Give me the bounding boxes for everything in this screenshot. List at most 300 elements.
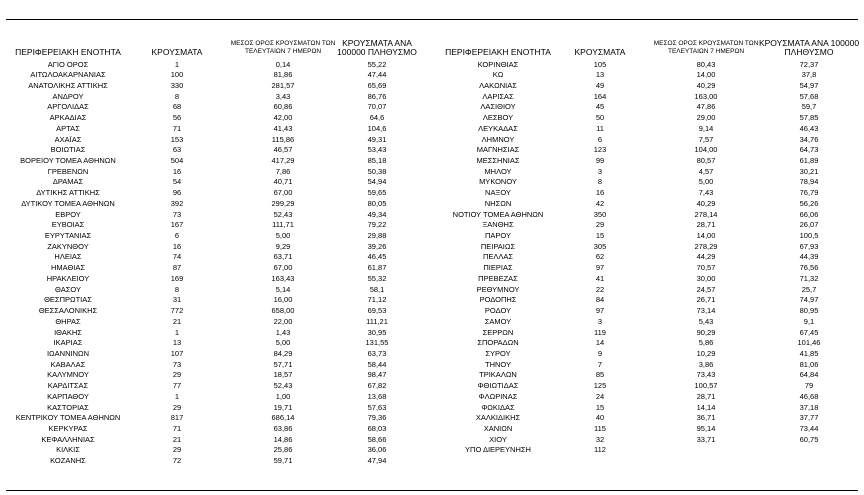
avg7-cell: 658,00 bbox=[271, 306, 295, 316]
region-cell: ΚΑΡΔΙΤΣΑΣ bbox=[47, 381, 89, 391]
region-cell: ΑΓΙΟ ΟΡΟΣ bbox=[47, 59, 89, 69]
region-cell: ΚΟΡΙΝΘΙΑΣ bbox=[477, 59, 519, 69]
avg7-cell: 14,14 bbox=[696, 402, 716, 412]
cases-cell: 100 bbox=[170, 70, 184, 80]
region-cell: ΑΡΤΑΣ bbox=[56, 123, 80, 133]
table-row-right bbox=[0, 370, 864, 381]
per100k-cell: 131,55 bbox=[365, 338, 389, 348]
cases-cell: 330 bbox=[170, 80, 184, 90]
table-row-right bbox=[0, 167, 864, 178]
region-cell: ΚΕΝΤΡΙΚΟΥ ΤΟΜΕΑ ΑΘΗΝΩΝ bbox=[15, 413, 121, 423]
cases-cell: 97 bbox=[595, 306, 605, 316]
per100k-cell: 66,06 bbox=[799, 209, 819, 219]
avg7-cell: 42,00 bbox=[273, 113, 293, 123]
per100k-cell: 30,21 bbox=[799, 166, 819, 176]
avg7-cell: 100,57 bbox=[694, 381, 718, 391]
cases-cell: 68 bbox=[172, 102, 182, 112]
table-row-right bbox=[0, 403, 864, 414]
table-row-right bbox=[0, 188, 864, 199]
cases-cell: 1 bbox=[174, 391, 180, 401]
cases-cell: 50 bbox=[595, 113, 605, 123]
avg7-cell: 84,29 bbox=[273, 348, 293, 358]
cases-cell: 169 bbox=[170, 273, 184, 283]
avg7-cell: 73,43 bbox=[696, 370, 716, 380]
cases-cell: 8 bbox=[174, 91, 180, 101]
table-row-right bbox=[0, 231, 864, 242]
avg7-cell: 299,29 bbox=[271, 198, 295, 208]
cases-cell: 14 bbox=[595, 338, 605, 348]
avg7-cell: 81,86 bbox=[273, 70, 293, 80]
cases-cell: 40 bbox=[595, 413, 605, 423]
cases-cell: 123 bbox=[593, 145, 607, 155]
table-row-right bbox=[0, 92, 864, 103]
per100k-cell: 58,66 bbox=[367, 434, 387, 444]
table-row-right bbox=[0, 199, 864, 210]
cases-cell: 16 bbox=[172, 166, 182, 176]
per100k-cell: 58,1 bbox=[369, 284, 385, 294]
cases-cell: 87 bbox=[172, 263, 182, 273]
cases-cell: 15 bbox=[595, 402, 605, 412]
region-cell: ΛΗΜΝΟΥ bbox=[481, 134, 515, 144]
per100k-cell: 86,76 bbox=[367, 91, 387, 101]
cases-cell: 3 bbox=[597, 316, 603, 326]
region-cell: ΡΟΔΟΠΗΣ bbox=[479, 295, 517, 305]
avg7-cell: 1,43 bbox=[275, 327, 291, 337]
per100k-cell: 59,7 bbox=[801, 102, 817, 112]
region-cell: ΠΙΕΡΙΑΣ bbox=[483, 263, 513, 273]
avg7-cell: 9,29 bbox=[275, 241, 291, 251]
avg7-cell: 28,71 bbox=[696, 220, 716, 230]
avg7-cell: 9,14 bbox=[698, 123, 714, 133]
avg7-cell: 47,86 bbox=[696, 102, 716, 112]
region-cell: ΚΙΛΚΙΣ bbox=[56, 445, 80, 455]
avg7-cell: 59,71 bbox=[273, 456, 293, 466]
table-row-right bbox=[0, 220, 864, 231]
table-row-right bbox=[0, 60, 864, 71]
header-region-left: ΠΕΡΙΦΕΡΕΙΑΚΗ ΕΝΟΤΗΤΑ bbox=[15, 47, 121, 57]
table-row-right bbox=[0, 177, 864, 188]
table-row-right bbox=[0, 263, 864, 274]
avg7-cell: 25,86 bbox=[273, 445, 293, 455]
cases-cell: 56 bbox=[172, 113, 182, 123]
per100k-cell: 26,07 bbox=[799, 220, 819, 230]
avg7-cell: 44,29 bbox=[696, 252, 716, 262]
avg7-cell: 80,57 bbox=[696, 155, 716, 165]
cases-cell: 9 bbox=[597, 348, 603, 358]
avg7-cell: 163,00 bbox=[694, 91, 718, 101]
header-per100k-right: ΚΡΟΥΣΜΑΤΑ ΑΝΑ 100000 ΠΛΗΘΥΣΜΟ bbox=[758, 38, 860, 57]
cases-cell: 29 bbox=[172, 370, 182, 380]
cases-cell: 13 bbox=[172, 338, 182, 348]
avg7-cell: 14,86 bbox=[273, 434, 293, 444]
per100k-cell: 71,32 bbox=[799, 273, 819, 283]
region-cell: ΚΑΒΑΛΑΣ bbox=[50, 359, 86, 369]
region-cell: ΧΙΟΥ bbox=[489, 434, 507, 444]
per100k-cell: 98,47 bbox=[367, 370, 387, 380]
cases-cell: 1 bbox=[174, 59, 180, 69]
region-cell: ΣΥΡΟΥ bbox=[485, 348, 511, 358]
per100k-cell: 64,73 bbox=[799, 145, 819, 155]
cases-cell: 85 bbox=[595, 370, 605, 380]
cases-cell: 49 bbox=[595, 80, 605, 90]
cases-cell: 74 bbox=[172, 252, 182, 262]
per100k-cell: 67,45 bbox=[799, 327, 819, 337]
cases-cell: 29 bbox=[172, 445, 182, 455]
table-row-right bbox=[0, 306, 864, 317]
per100k-cell: 37,77 bbox=[799, 413, 819, 423]
per100k-cell: 68,03 bbox=[367, 423, 387, 433]
region-cell: ΥΠΟ ΔΙΕΡΕΥΝΗΣΗ bbox=[465, 445, 531, 455]
header-avg7-right: ΜΕΣΟΣ ΟΡΟΣ ΚΡΟΥΣΜΑΤΩΝ ΤΩΝ ΤΕΛΕΥΤΑΙΩΝ 7 ΗΜΕΡΩΝ bbox=[653, 40, 759, 55]
per100k-cell: 46,43 bbox=[799, 123, 819, 133]
cases-cell: 24 bbox=[595, 391, 605, 401]
cases-cell: 7 bbox=[597, 359, 603, 369]
header-cases-left: ΚΡΟΥΣΜΑΤΑ bbox=[151, 47, 203, 57]
table-row-right bbox=[0, 360, 864, 371]
avg7-cell: 3,43 bbox=[275, 91, 291, 101]
region-cell: ΛΕΣΒΟΥ bbox=[482, 113, 514, 123]
avg7-cell: 28,71 bbox=[696, 391, 716, 401]
cases-cell: 305 bbox=[593, 241, 607, 251]
avg7-cell: 7,86 bbox=[275, 166, 291, 176]
cases-cell: 73 bbox=[172, 359, 182, 369]
table-row-right bbox=[0, 424, 864, 435]
region-cell: ΒΟΙΩΤΙΑΣ bbox=[50, 145, 86, 155]
per100k-cell: 101,46 bbox=[797, 338, 821, 348]
avg7-cell: 5,00 bbox=[698, 177, 714, 187]
avg7-cell: 5,43 bbox=[698, 316, 714, 326]
per100k-cell: 79 bbox=[804, 381, 814, 391]
cases-cell: 21 bbox=[172, 434, 182, 444]
avg7-cell: 36,71 bbox=[696, 413, 716, 423]
cases-cell: 22 bbox=[595, 284, 605, 294]
table-row-right bbox=[0, 338, 864, 349]
region-cell: ΓΡΕΒΕΝΩΝ bbox=[47, 166, 89, 176]
avg7-cell: 52,43 bbox=[273, 209, 293, 219]
per100k-cell: 37,18 bbox=[799, 402, 819, 412]
region-cell: ΗΛΕΙΑΣ bbox=[54, 252, 82, 262]
table-row-right bbox=[0, 317, 864, 328]
region-cell: ΛΑΣΙΘΙΟΥ bbox=[480, 102, 516, 112]
avg7-cell: 30,00 bbox=[696, 273, 716, 283]
region-cell: ΦΩΚΙΔΑΣ bbox=[481, 402, 515, 412]
table-row-right bbox=[0, 328, 864, 339]
region-cell: ΙΩΑΝΝΙΝΩΝ bbox=[46, 348, 90, 358]
per100k-cell: 63,73 bbox=[367, 348, 387, 358]
avg7-cell: 1,00 bbox=[275, 391, 291, 401]
avg7-cell: 18,57 bbox=[273, 370, 293, 380]
per100k-cell: 56,26 bbox=[799, 198, 819, 208]
avg7-cell: 4,57 bbox=[698, 166, 714, 176]
cases-cell: 62 bbox=[595, 252, 605, 262]
header-region-right: ΠΕΡΙΦΕΡΕΙΑΚΗ ΕΝΟΤΗΤΑ bbox=[445, 47, 551, 57]
region-cell: ΘΕΣΣΑΛΟΝΙΚΗΣ bbox=[38, 306, 98, 316]
per100k-cell: 74,97 bbox=[799, 295, 819, 305]
cases-cell: 42 bbox=[595, 198, 605, 208]
per100k-cell: 55,32 bbox=[367, 273, 387, 283]
per100k-cell: 58,44 bbox=[367, 359, 387, 369]
per100k-cell: 9,1 bbox=[803, 316, 815, 326]
region-cell: ΜΥΚΟΝΟΥ bbox=[479, 177, 517, 187]
avg7-cell: 90,29 bbox=[696, 327, 716, 337]
avg7-cell: 104,00 bbox=[694, 145, 718, 155]
avg7-cell: 95,14 bbox=[696, 423, 716, 433]
region-cell: ΤΗΝΟΥ bbox=[484, 359, 511, 369]
per100k-cell: 65,69 bbox=[367, 80, 387, 90]
avg7-cell: 63,86 bbox=[273, 423, 293, 433]
cases-cell: 772 bbox=[170, 306, 184, 316]
cases-cell: 153 bbox=[170, 134, 184, 144]
region-cell: ΗΡΑΚΛΕΙΟΥ bbox=[46, 273, 90, 283]
avg7-cell: 33,71 bbox=[696, 434, 716, 444]
region-cell: ΜΗΛΟΥ bbox=[484, 166, 512, 176]
per100k-cell: 67,93 bbox=[799, 241, 819, 251]
cases-cell: 29 bbox=[595, 220, 605, 230]
table-row-right bbox=[0, 349, 864, 360]
avg7-cell: 115,86 bbox=[271, 134, 295, 144]
avg7-cell: 67,00 bbox=[273, 263, 293, 273]
avg7-cell: 7,43 bbox=[698, 188, 714, 198]
region-cell: ΡΕΘΥΜΝΟΥ bbox=[476, 284, 520, 294]
region-cell: ΣΠΟΡΑΔΩΝ bbox=[477, 338, 519, 348]
avg7-cell: 7,57 bbox=[698, 134, 714, 144]
cases-cell: 71 bbox=[172, 423, 182, 433]
cases-cell: 105 bbox=[593, 59, 607, 69]
cases-cell: 71 bbox=[172, 123, 182, 133]
per100k-cell: 73,44 bbox=[799, 423, 819, 433]
per100k-cell: 37,8 bbox=[801, 70, 817, 80]
cases-cell: 54 bbox=[172, 177, 182, 187]
avg7-cell: 5,86 bbox=[698, 338, 714, 348]
table-row-right bbox=[0, 145, 864, 156]
per100k-cell: 25,7 bbox=[801, 284, 817, 294]
avg7-cell: 278,29 bbox=[694, 241, 718, 251]
avg7-cell: 163,43 bbox=[271, 273, 295, 283]
per100k-cell: 34,76 bbox=[799, 134, 819, 144]
avg7-cell: 57,71 bbox=[273, 359, 293, 369]
per100k-cell: 39,26 bbox=[367, 241, 387, 251]
cases-cell: 6 bbox=[174, 231, 180, 241]
cases-cell: 6 bbox=[597, 134, 603, 144]
avg7-cell: 40,29 bbox=[696, 198, 716, 208]
table-row-right bbox=[0, 210, 864, 221]
region-cell: ΗΜΑΘΙΑΣ bbox=[50, 263, 86, 273]
region-cell: ΔΡΑΜΑΣ bbox=[52, 177, 84, 187]
per100k-cell: 76,56 bbox=[799, 263, 819, 273]
cases-cell: 8 bbox=[174, 284, 180, 294]
region-cell: ΜΑΓΝΗΣΙΑΣ bbox=[476, 145, 520, 155]
cases-cell: 392 bbox=[170, 198, 184, 208]
per100k-cell: 49,31 bbox=[367, 134, 387, 144]
region-cell: ΧΑΝΙΩΝ bbox=[483, 423, 513, 433]
cases-cell: 21 bbox=[172, 316, 182, 326]
cases-cell: 16 bbox=[595, 188, 605, 198]
cases-cell: 63 bbox=[172, 145, 182, 155]
region-cell: ΚΑΡΠΑΘΟΥ bbox=[47, 391, 89, 401]
table-row-right bbox=[0, 252, 864, 263]
region-cell: ΑΙΤΩΛΟΑΚΑΡΝΑΝΙΑΣ bbox=[30, 70, 106, 80]
table-row-right bbox=[0, 242, 864, 253]
region-cell: ΚΑΛΥΜΝΟΥ bbox=[47, 370, 89, 380]
per100k-cell: 69,53 bbox=[367, 306, 387, 316]
region-cell: ΚΟΖΑΝΗΣ bbox=[50, 456, 86, 466]
bottom-rule bbox=[6, 490, 858, 491]
region-cell: ΚΕΦΑΛΛΗΝΙΑΣ bbox=[41, 434, 95, 444]
cases-cell: 13 bbox=[595, 70, 605, 80]
per100k-cell: 44,39 bbox=[799, 252, 819, 262]
avg7-cell: 111,71 bbox=[272, 220, 294, 230]
table-row-right bbox=[0, 81, 864, 92]
region-cell: ΛΕΥΚΑΔΑΣ bbox=[478, 123, 518, 133]
region-cell: ΝΗΣΩΝ bbox=[484, 198, 512, 208]
avg7-cell: 24,57 bbox=[696, 284, 716, 294]
avg7-cell: 3,86 bbox=[698, 359, 714, 369]
avg7-cell: 80,43 bbox=[696, 59, 716, 69]
region-cell: ΝΑΞΟΥ bbox=[485, 188, 511, 198]
cases-cell: 73 bbox=[172, 209, 182, 219]
cases-cell: 1 bbox=[174, 327, 180, 337]
avg7-cell: 278,14 bbox=[694, 209, 718, 219]
region-cell: ΑΧΑΪΑΣ bbox=[54, 134, 82, 144]
avg7-cell: 14,00 bbox=[696, 70, 716, 80]
cases-cell: 15 bbox=[595, 231, 605, 241]
region-cell: ΡΟΔΟΥ bbox=[484, 306, 512, 316]
top-rule bbox=[6, 19, 858, 20]
cases-cell: 817 bbox=[170, 413, 184, 423]
avg7-cell: 60,86 bbox=[273, 102, 293, 112]
avg7-cell: 73,14 bbox=[696, 306, 716, 316]
per100k-cell: 46,68 bbox=[799, 391, 819, 401]
table-row-right bbox=[0, 392, 864, 403]
cases-cell: 3 bbox=[597, 166, 603, 176]
per100k-cell: 76,79 bbox=[799, 188, 819, 198]
avg7-cell: 40,71 bbox=[273, 177, 293, 187]
per100k-cell: 57,85 bbox=[799, 113, 819, 123]
avg7-cell: 26,71 bbox=[696, 295, 716, 305]
per100k-cell: 64,6 bbox=[369, 113, 385, 123]
cases-cell: 96 bbox=[172, 188, 182, 198]
table-row-right bbox=[0, 156, 864, 167]
per100k-cell: 81,06 bbox=[799, 359, 819, 369]
per100k-cell: 104,6 bbox=[367, 123, 387, 133]
per100k-cell: 61,87 bbox=[367, 263, 387, 273]
avg7-cell: 52,43 bbox=[273, 381, 293, 391]
table-row-right bbox=[0, 413, 864, 424]
per100k-cell: 55,22 bbox=[367, 59, 387, 69]
region-cell: ΘΕΣΠΡΩΤΙΑΣ bbox=[44, 295, 92, 305]
table-row-right bbox=[0, 113, 864, 124]
cases-cell: 29 bbox=[172, 402, 182, 412]
per100k-cell: 30,95 bbox=[367, 327, 387, 337]
per100k-cell: 61,89 bbox=[799, 155, 819, 165]
avg7-cell: 29,00 bbox=[696, 113, 716, 123]
per100k-cell: 57,68 bbox=[799, 91, 819, 101]
per100k-cell: 80,95 bbox=[799, 306, 819, 316]
per100k-cell: 60,75 bbox=[799, 434, 819, 444]
per100k-cell: 100,5 bbox=[799, 231, 819, 241]
region-cell: ΛΑΡΙΣΑΣ bbox=[482, 91, 514, 101]
cases-cell: 41 bbox=[595, 273, 605, 283]
cases-cell: 77 bbox=[172, 381, 182, 391]
avg7-cell: 417,29 bbox=[271, 155, 295, 165]
region-cell: ΙΚΑΡΙΑΣ bbox=[53, 338, 83, 348]
cases-cell: 11 bbox=[596, 123, 604, 133]
per100k-cell: 29,88 bbox=[367, 231, 387, 241]
avg7-cell: 41,43 bbox=[273, 123, 293, 133]
per100k-cell: 111,21 bbox=[366, 316, 388, 326]
per100k-cell: 36,06 bbox=[367, 445, 387, 455]
per100k-cell: 49,34 bbox=[367, 209, 387, 219]
avg7-cell: 5,14 bbox=[275, 284, 291, 294]
avg7-cell: 19,71 bbox=[273, 402, 293, 412]
per100k-cell: 57,63 bbox=[367, 402, 387, 412]
table-row-right bbox=[0, 435, 864, 446]
cases-cell: 115 bbox=[594, 423, 606, 433]
per100k-cell: 13,68 bbox=[367, 391, 387, 401]
region-cell: ΔΥΤΙΚΗΣ ΑΤΤΙΚΗΣ bbox=[36, 188, 100, 198]
region-cell: ΠΕΛΛΑΣ bbox=[482, 252, 514, 262]
region-cell: ΔΥΤΙΚΟΥ ΤΟΜΕΑ ΑΘΗΝΩΝ bbox=[21, 198, 115, 208]
region-cell: ΚΕΡΚΥΡΑΣ bbox=[48, 423, 88, 433]
cases-cell: 72 bbox=[172, 456, 182, 466]
region-cell: ΠΕΙΡΑΙΩΣ bbox=[480, 241, 516, 251]
region-cell: ΙΘΑΚΗΣ bbox=[54, 327, 82, 337]
cases-cell: 167 bbox=[170, 220, 184, 230]
per100k-cell: 78,94 bbox=[799, 177, 819, 187]
avg7-cell: 686,14 bbox=[271, 413, 295, 423]
region-cell: ΠΑΡΟΥ bbox=[484, 231, 511, 241]
avg7-cell: 40,29 bbox=[696, 80, 716, 90]
per100k-cell: 70,07 bbox=[367, 102, 387, 112]
avg7-cell: 70,57 bbox=[696, 263, 716, 273]
table-row-right bbox=[0, 135, 864, 146]
avg7-cell: 10,29 bbox=[696, 348, 716, 358]
cases-cell: 32 bbox=[595, 434, 605, 444]
per100k-cell: 79,22 bbox=[367, 220, 387, 230]
per100k-cell: 47,94 bbox=[367, 456, 387, 466]
cases-cell: 31 bbox=[172, 295, 182, 305]
per100k-cell: 54,94 bbox=[367, 177, 387, 187]
header-cases-right: ΚΡΟΥΣΜΑΤΑ bbox=[574, 47, 626, 57]
region-cell: ΕΒΡΟΥ bbox=[55, 209, 81, 219]
region-cell: ΖΑΚΥΝΘΟΥ bbox=[47, 241, 89, 251]
cases-cell: 119 bbox=[594, 327, 606, 337]
region-cell: ΜΕΣΣΗΝΙΑΣ bbox=[476, 155, 520, 165]
cases-cell: 99 bbox=[595, 155, 605, 165]
cases-cell: 112 bbox=[594, 445, 606, 455]
region-cell: ΤΡΙΚΑΛΩΝ bbox=[479, 370, 517, 380]
region-cell: ΦΛΩΡΙΝΑΣ bbox=[478, 391, 518, 401]
avg7-cell: 16,00 bbox=[273, 295, 293, 305]
avg7-cell: 63,71 bbox=[273, 252, 293, 262]
per100k-cell: 72,37 bbox=[799, 59, 819, 69]
per100k-cell: 79,36 bbox=[367, 413, 387, 423]
cases-cell: 164 bbox=[593, 91, 607, 101]
per100k-cell: 47,44 bbox=[367, 70, 387, 80]
cases-cell: 504 bbox=[170, 155, 184, 165]
avg7-cell: 281,57 bbox=[271, 80, 295, 90]
header-avg7-left: ΜΕΣΟΣ ΟΡΟΣ ΚΡΟΥΣΜΑΤΩΝ ΤΩΝ ΤΕΛΕΥΤΑΙΩΝ 7 ΗΜΕΡΩΝ bbox=[230, 40, 336, 55]
cases-cell: 45 bbox=[595, 102, 605, 112]
header-per100k-left: ΚΡΟΥΣΜΑΤΑ ΑΝΑ 100000 ΠΛΗΘΥΣΜΟ bbox=[337, 38, 417, 57]
table-row-right bbox=[0, 102, 864, 113]
avg7-cell: 0,14 bbox=[275, 59, 291, 69]
region-cell: ΣΕΡΡΩΝ bbox=[482, 327, 514, 337]
region-cell: ΕΥΡΥΤΑΝΙΑΣ bbox=[44, 231, 92, 241]
region-cell: ΦΘΙΩΤΙΔΑΣ bbox=[477, 381, 519, 391]
avg7-cell: 22,00 bbox=[273, 316, 293, 326]
table-row-right bbox=[0, 70, 864, 81]
